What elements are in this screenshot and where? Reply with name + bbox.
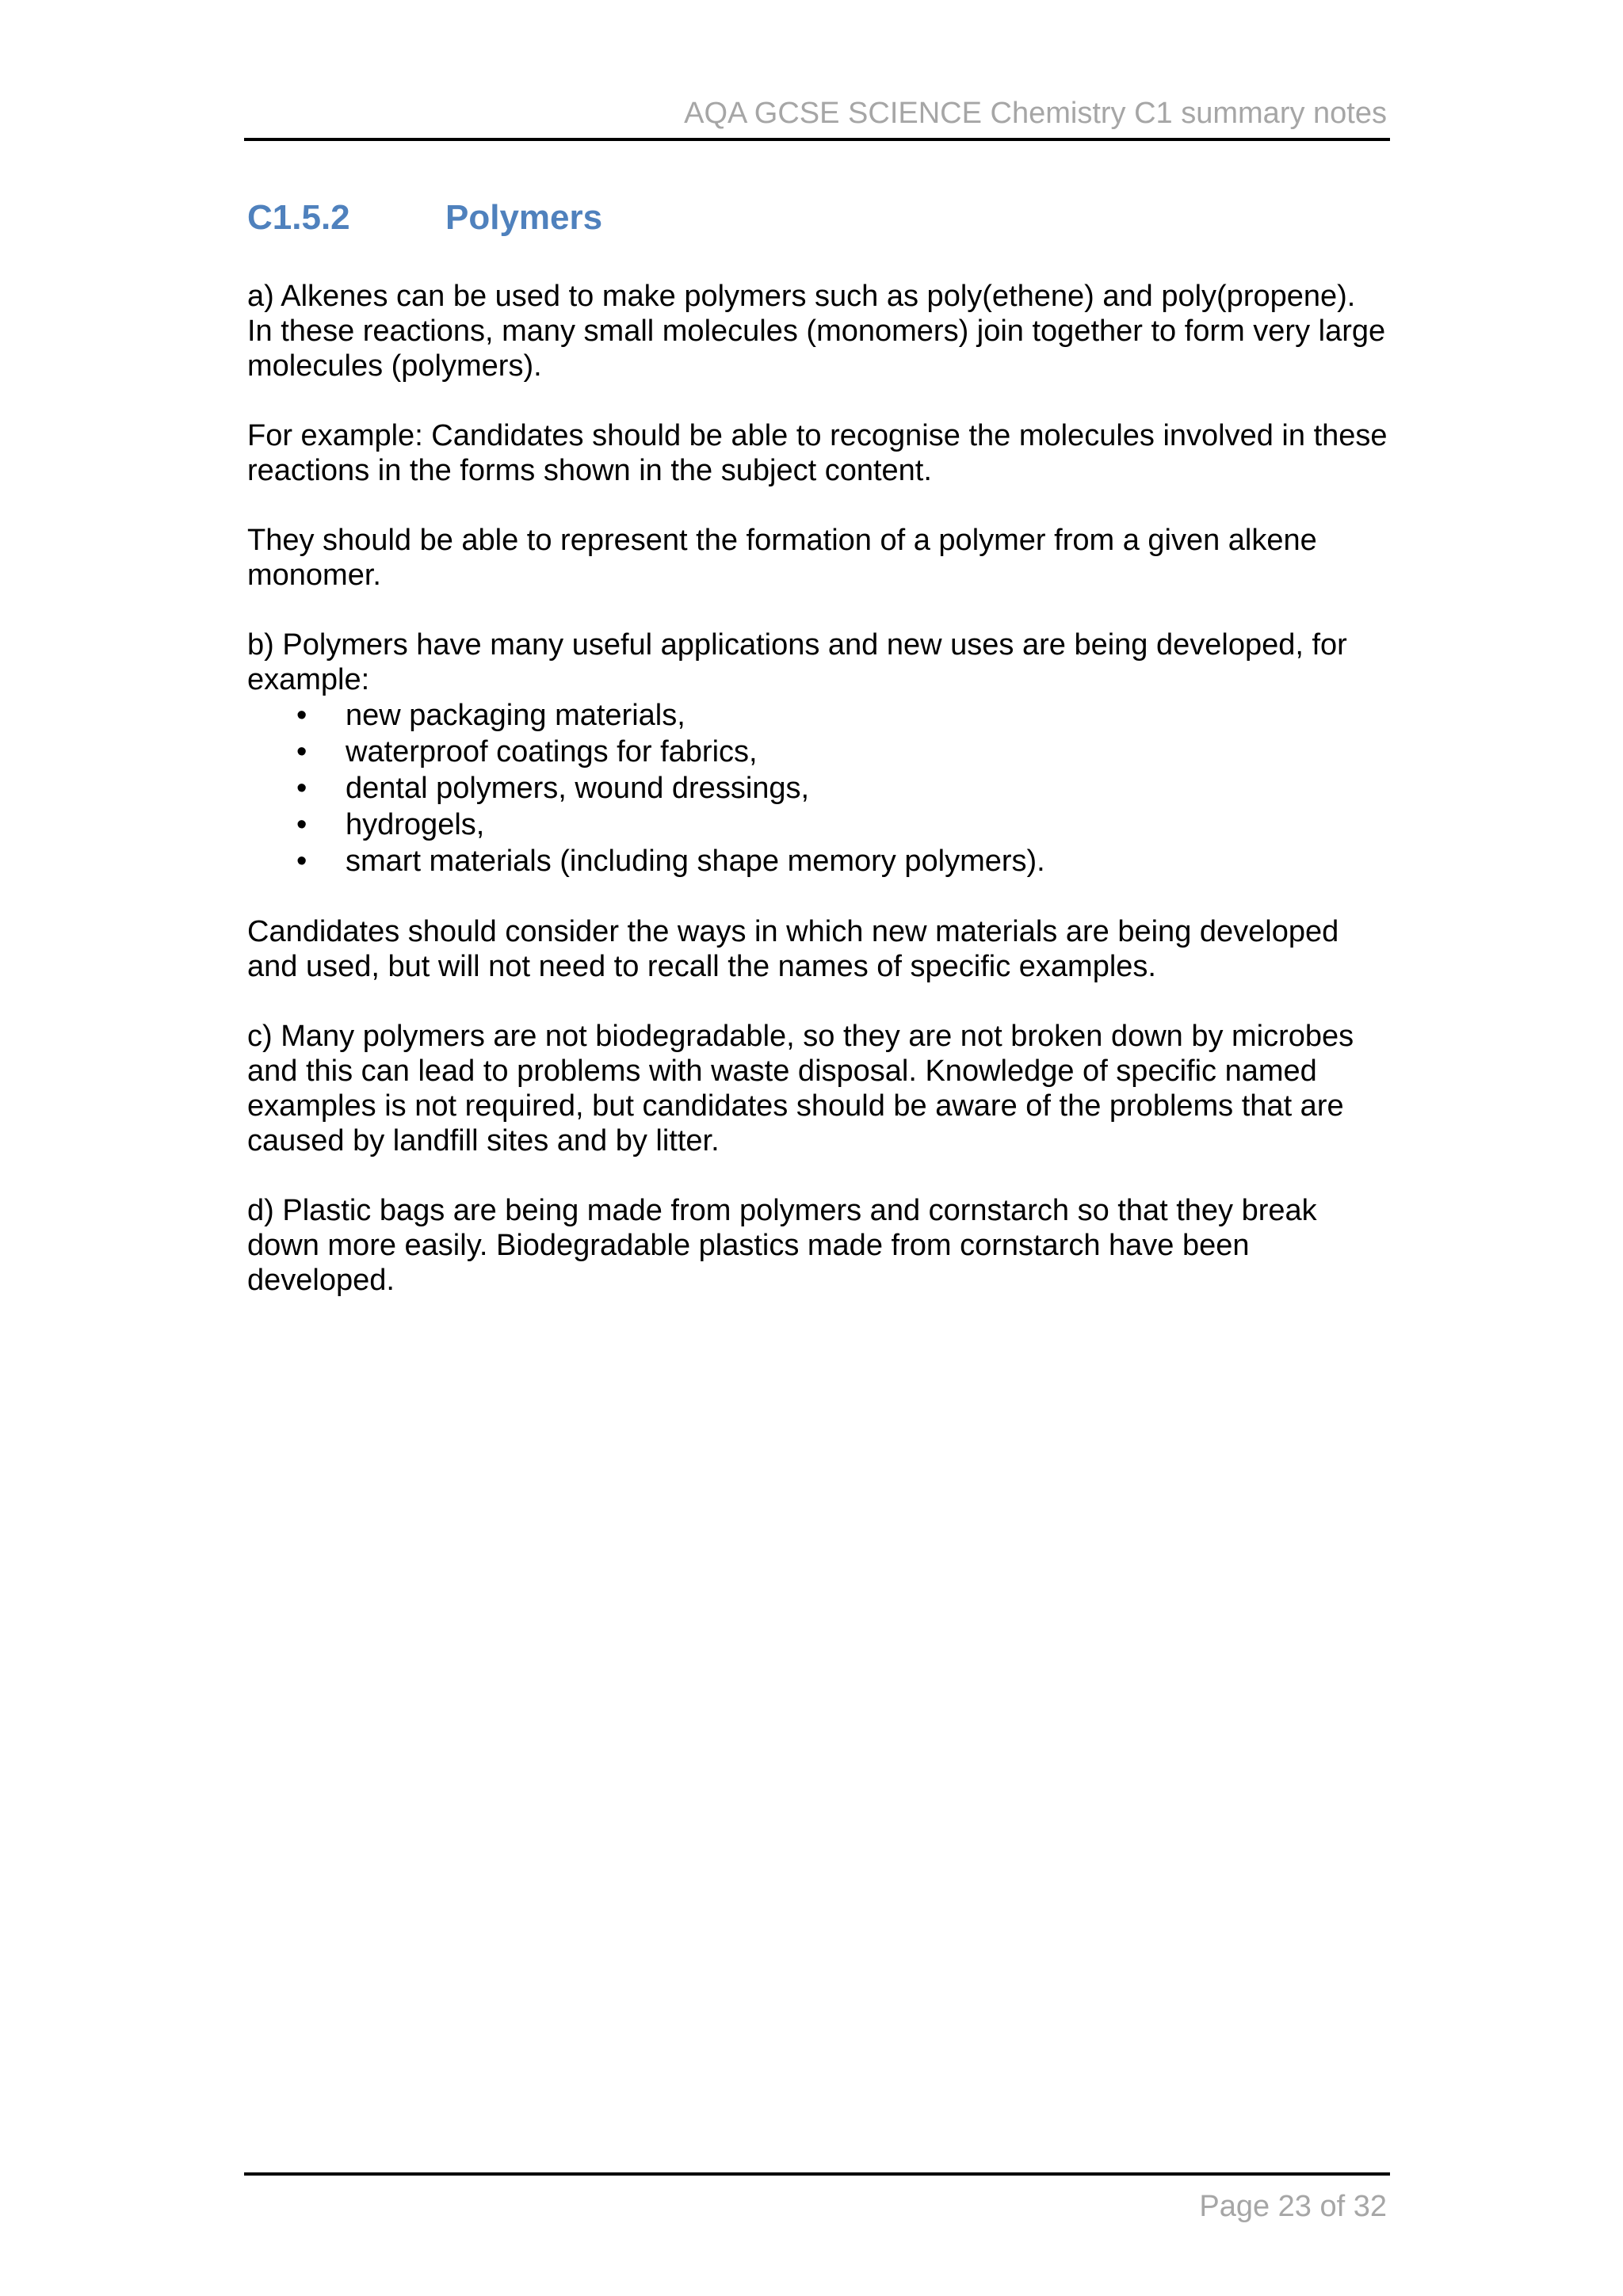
paragraph-consider: Candidates should consider the ways in which new materials are being developed and used, but will not need to recall the names of specific examples. (247, 915, 1339, 983)
paragraph-represent: They should be able to represent the formation of a polymer from a given alkene monomer. (247, 524, 1317, 592)
header-title: AQA GCSE SCIENCE Chemistry C1 summary notes (684, 97, 1387, 130)
section-heading (247, 190, 1388, 246)
page-footer (244, 2172, 1390, 2223)
paragraph-b: b) Polymers have many useful applications and new uses are being developed, for example: (247, 628, 1347, 696)
applications-list (247, 697, 1388, 879)
page-content (247, 190, 1388, 1298)
paragraph-d: d) Plastic bags are being made from polymers and cornstarch so that they break down more easily. Biodegradable plastics made from cornstarch have been developed. (247, 1194, 1317, 1297)
bullet-icon: • (296, 845, 307, 878)
page-number: Page 23 of 32 (1199, 2190, 1387, 2223)
bullet-icon: • (296, 772, 307, 805)
page-header (244, 93, 1390, 141)
list-item: • waterproof coatings for fabrics, (296, 735, 758, 769)
paragraph-c: c) Many polymers are not biodegradable, so they are not broken down by microbes and this can lead to problems with waste disposal. Knowledge of specific named examples is not required, but candidates should be aware of the problems that are caused by landfill sites and by litter. (247, 1020, 1354, 1158)
paragraph-example: For example: Candidates should be able to recognise the molecules involved in these reactions in the forms shown in the subject content. (247, 419, 1388, 487)
bullet-icon: • (296, 735, 307, 769)
list-item: • hydrogels, (296, 808, 485, 841)
list-item: • dental polymers, wound dressings, (296, 772, 810, 805)
section-number: C1.5.2 (247, 198, 350, 237)
section-title: Polymers (445, 198, 603, 237)
list-item: • smart materials (including shape memory polymers). (296, 845, 1045, 878)
list-item: • new packaging materials, (296, 699, 685, 732)
bullet-icon: • (296, 699, 307, 732)
bullet-icon: • (296, 808, 307, 841)
paragraph-a: a) Alkenes can be used to make polymers such as poly(ethene) and poly(propene). In these reactions, many small molecules (monomers) join together to form very large molecules (polymers). (247, 280, 1386, 383)
